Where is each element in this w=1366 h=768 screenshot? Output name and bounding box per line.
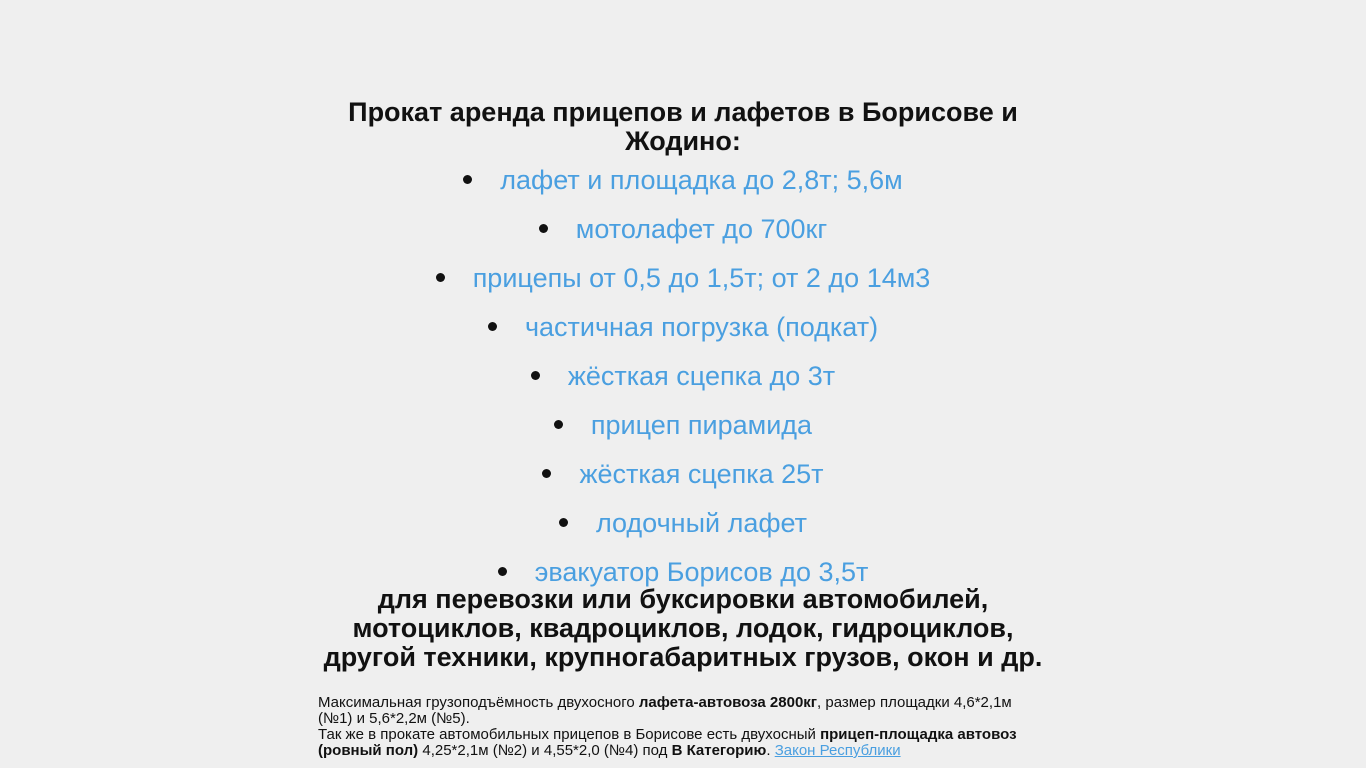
bullet-icon	[436, 273, 445, 282]
details-bold: лафета-автовоза 2800кг	[638, 694, 818, 711]
list-item	[318, 450, 1048, 499]
service-link-lafet[interactable]: лафет и площадка до 2,8т; 5,6м	[500, 165, 903, 195]
service-link-motolafet[interactable]: мотолафет до 700кг	[575, 214, 828, 244]
service-link-evakuator[interactable]: эвакуатор Борисов до 3,5т	[534, 557, 869, 587]
service-link-piramida[interactable]: прицеп пирамида	[590, 410, 813, 440]
bullet-icon	[463, 175, 472, 184]
details-text: 4,25*2,1м (№2) и 4,55*2,0 (№4) под	[418, 742, 672, 759]
details-bold: В Категорию	[671, 742, 767, 759]
list-item	[318, 205, 1048, 254]
bullet-icon	[531, 371, 540, 380]
details-text: , размер площадки 4,6*2,1м (№1) и 5,6*2,2м (№5).	[318, 694, 1012, 727]
list-item	[318, 303, 1048, 352]
list-item	[318, 401, 1048, 450]
list-item	[318, 156, 1048, 205]
details-bold: прицеп-площадка автовоз (ровный пол)	[318, 726, 1017, 759]
details-section	[318, 695, 1048, 759]
service-link-stsepka-3t[interactable]: жёсткая сцепка до 3т	[567, 361, 836, 391]
purpose-text: для перевозки или буксировки автомобилей, мотоциклов, квадроциклов, лодок, гидроциклов, другой техники, крупногабаритных грузов, окон и др.	[323, 584, 1043, 672]
details-text: Максимальная грузоподъёмность двухосного	[318, 694, 639, 711]
service-link-podkat[interactable]: частичная погрузка (подкат)	[524, 312, 879, 342]
details-text: Так же в прокате автомобильных прицепов в Борисове есть двухосный	[318, 726, 821, 743]
services-list	[318, 156, 1048, 597]
bullet-icon	[542, 469, 551, 478]
bullet-icon	[498, 567, 507, 576]
list-item	[318, 499, 1048, 548]
list-item	[318, 352, 1048, 401]
bullet-icon	[559, 518, 568, 527]
details-paragraph-2	[318, 727, 1048, 759]
law-link[interactable]: Закон Республики	[774, 742, 901, 759]
service-link-stsepka-25t[interactable]: жёсткая сцепка 25т	[579, 459, 824, 489]
service-link-lodochny[interactable]: лодочный лафет	[595, 508, 808, 538]
bullet-icon	[554, 420, 563, 429]
details-paragraph-1	[318, 695, 1048, 727]
bullet-icon	[488, 322, 497, 331]
list-item	[318, 254, 1048, 303]
details-text: .	[766, 742, 775, 759]
main-content	[318, 98, 1048, 759]
page-title: Прокат аренда прицепов и лафетов в Борисове и Жодино:	[348, 97, 1018, 156]
bullet-icon	[539, 224, 548, 233]
service-link-pritsepy[interactable]: прицепы от 0,5 до 1,5т; от 2 до 14м3	[472, 263, 931, 293]
